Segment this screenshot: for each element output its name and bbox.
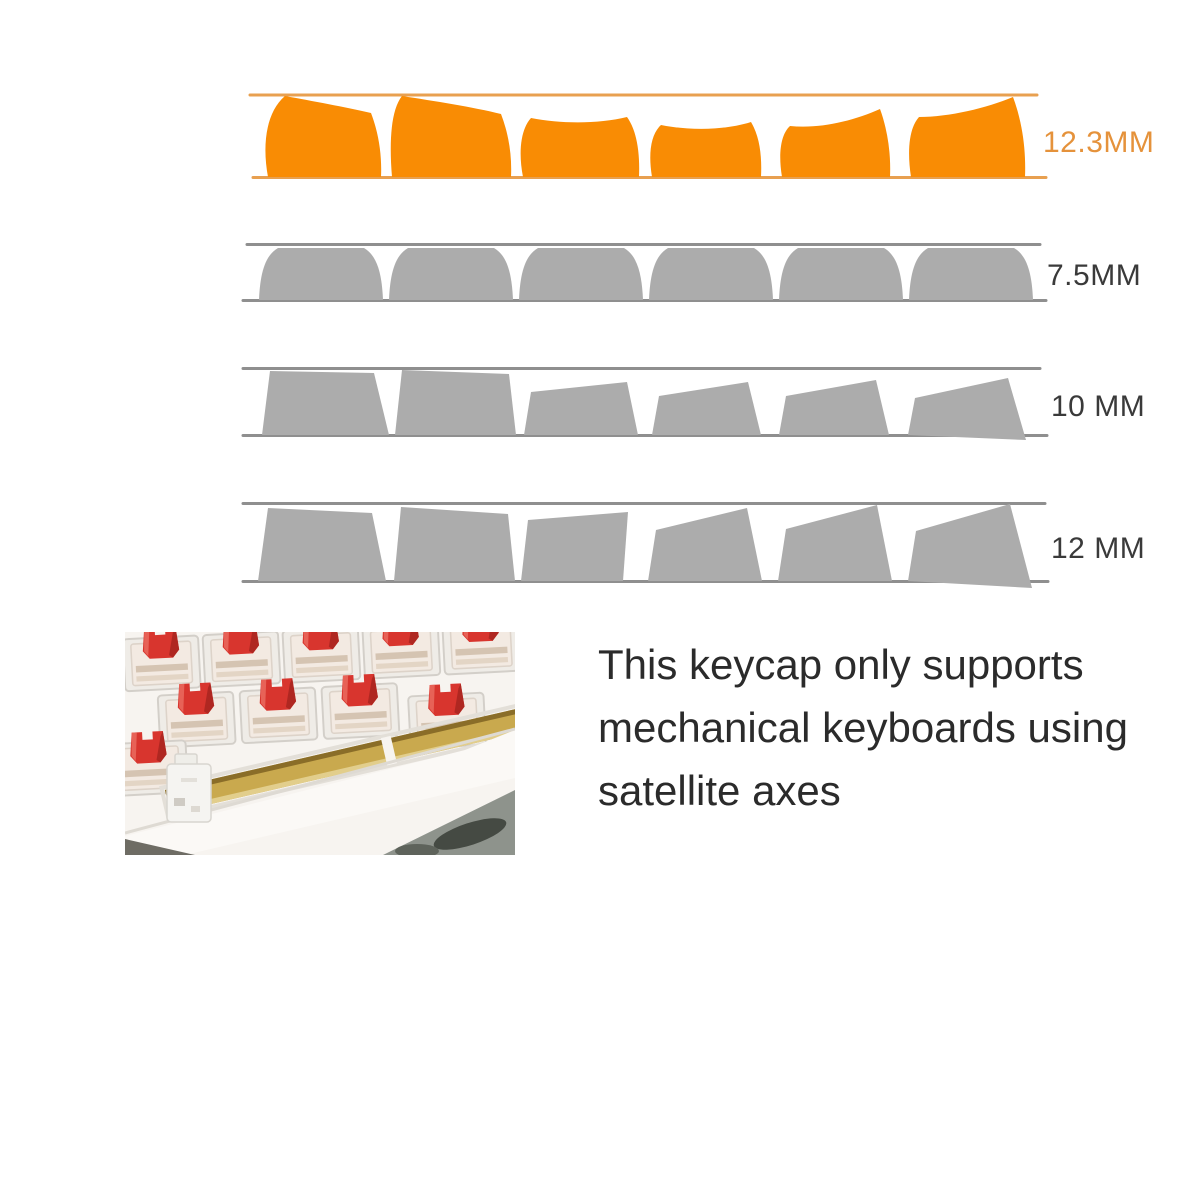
- keycap: [389, 248, 513, 300]
- stabilizer-insert: [167, 754, 211, 822]
- keycap: [265, 96, 381, 177]
- switch-icon: [442, 632, 515, 675]
- keycap: [779, 248, 903, 300]
- switch-icon: [202, 632, 281, 687]
- keyboard-photo-art: [125, 632, 515, 855]
- keycap: [650, 122, 761, 177]
- keycap: [521, 117, 640, 177]
- keyboard-photo: [125, 632, 515, 855]
- keycap: [779, 380, 889, 435]
- keycap: [262, 371, 389, 435]
- height-label-12-3mm: 12.3MM: [1043, 126, 1155, 159]
- keycap: [909, 97, 1025, 177]
- caption-line: This keycap only supports: [598, 641, 1084, 688]
- keycap: [908, 504, 1032, 588]
- keycap: [909, 248, 1033, 300]
- keycap: [519, 248, 643, 300]
- keycap: [652, 382, 761, 435]
- keycap: [524, 382, 638, 435]
- caption: [598, 633, 1168, 822]
- switch-icon: [125, 632, 201, 691]
- keycap-row-12mm: [243, 504, 1048, 589]
- keycap-row-12-3mm: [250, 95, 1046, 178]
- keycap: [649, 248, 773, 300]
- keycap: [391, 96, 511, 177]
- height-label-7-5mm: 7.5MM: [1047, 259, 1142, 292]
- keycap: [395, 370, 516, 435]
- keycap: [394, 507, 515, 581]
- keycap: [259, 248, 383, 300]
- keycap: [780, 109, 890, 177]
- keycap: [258, 508, 386, 581]
- height-label-12mm: 12 MM: [1051, 532, 1146, 565]
- keycap: [908, 378, 1026, 440]
- caption-line: satellite axes: [598, 767, 841, 814]
- keycap: [778, 505, 892, 581]
- keycap-row-7-5mm: [243, 245, 1046, 301]
- caption-line: mechanical keyboards using: [598, 704, 1128, 751]
- height-label-10mm: 10 MM: [1051, 390, 1146, 423]
- keycap-row-10mm: [243, 369, 1047, 441]
- keycap: [648, 508, 762, 581]
- switch-icon: [362, 632, 441, 679]
- keycap: [521, 512, 628, 581]
